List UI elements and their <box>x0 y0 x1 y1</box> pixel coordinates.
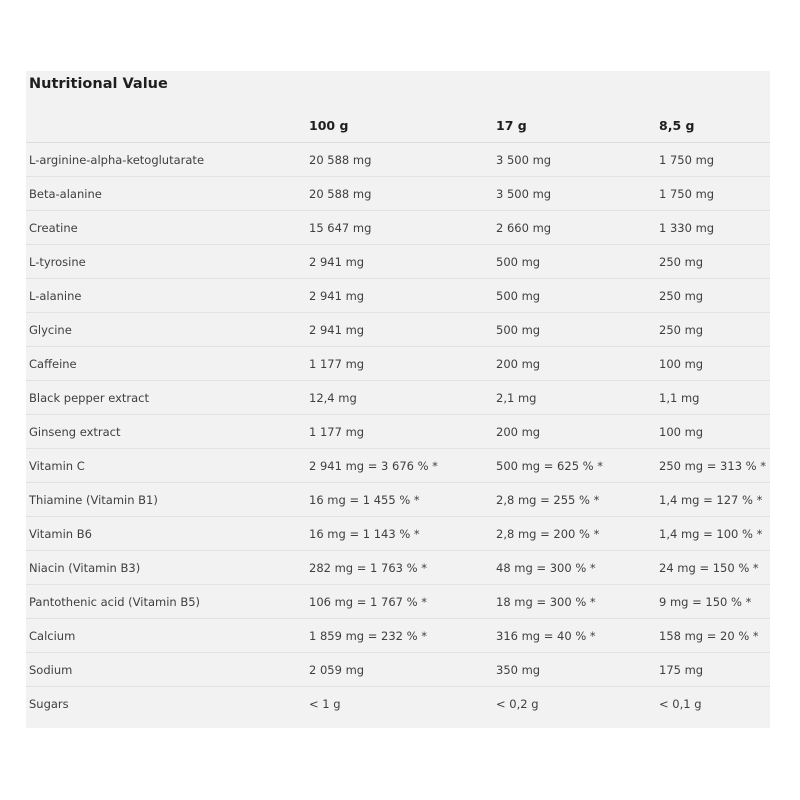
value-17g-cell: 350 mg <box>493 653 656 687</box>
nutrient-name-cell: Vitamin C <box>26 449 306 483</box>
value-17g-cell: 18 mg = 300 % * <box>493 585 656 619</box>
value-8-5g-cell: 250 mg <box>656 245 770 279</box>
value-8-5g-cell: 250 mg = 313 % * <box>656 449 770 483</box>
value-100g-cell: 20 588 mg <box>306 177 493 211</box>
value-17g-cell: 500 mg <box>493 279 656 313</box>
value-17g-cell: 500 mg <box>493 313 656 347</box>
nutrition-table <box>26 108 770 720</box>
value-8-5g-cell: 1 750 mg <box>656 143 770 177</box>
nutrient-name-cell: Sugars <box>29 696 69 711</box>
nutrient-name-cell: Black pepper extract <box>26 381 306 415</box>
nutrient-name-cell: L-arginine-alpha-ketoglutarate <box>26 143 306 177</box>
header-cell-8-5g: 8,5 g <box>656 108 770 143</box>
value-100g-cell: 16 mg = 1 455 % * <box>306 483 493 517</box>
value-17g-cell: 2,8 mg = 200 % * <box>493 517 656 551</box>
table-row <box>26 483 770 517</box>
nutrient-name-cell: Ginseng extract <box>26 415 306 449</box>
nutrition-panel <box>26 71 770 728</box>
value-17g-cell: 200 mg <box>493 415 656 449</box>
table-row <box>26 585 770 619</box>
header-cell-nutrient <box>26 108 306 143</box>
value-8-5g-cell: 158 mg = 20 % * <box>656 619 770 653</box>
value-100g-cell: 2 941 mg = 3 676 % * <box>306 449 493 483</box>
value-100g-cell: 12,4 mg <box>306 381 493 415</box>
value-17g-cell: 48 mg = 300 % * <box>493 551 656 585</box>
value-17g-cell: 3 500 mg <box>493 143 656 177</box>
value-8-5g-cell: 9 mg = 150 % * <box>656 585 770 619</box>
value-17g-cell: 3 500 mg <box>493 177 656 211</box>
table-row <box>26 449 770 483</box>
value-17g-cell: 2,8 mg = 255 % * <box>493 483 656 517</box>
header-row <box>26 108 770 143</box>
value-8-5g-cell: 175 mg <box>656 653 770 687</box>
table-row <box>26 687 770 721</box>
value-100g-cell: 15 647 mg <box>306 211 493 245</box>
table-row <box>26 313 770 347</box>
table-row <box>26 381 770 415</box>
value-100g-cell: 1 859 mg = 232 % * <box>306 619 493 653</box>
value-8-5g-cell: 1,4 mg = 127 % * <box>656 483 770 517</box>
value-17g-cell: 500 mg <box>493 245 656 279</box>
value-17g-cell: 2,1 mg <box>493 381 656 415</box>
value-8-5g-cell: < 0,1 g <box>659 696 702 711</box>
value-17g-cell: 200 mg <box>493 347 656 381</box>
table-row <box>26 211 770 245</box>
nutrient-name-cell: Niacin (Vitamin B3) <box>26 551 306 585</box>
value-100g-cell: < 1 g <box>309 696 341 711</box>
table-row <box>26 551 770 585</box>
nutrient-name-cell: Vitamin B6 <box>26 517 306 551</box>
value-8-5g-cell: 1,1 mg <box>656 381 770 415</box>
value-8-5g-cell: 250 mg <box>656 279 770 313</box>
nutrient-name-cell: Thiamine (Vitamin B1) <box>26 483 306 517</box>
value-17g-cell: 500 mg = 625 % * <box>493 449 656 483</box>
table-row <box>26 653 770 687</box>
table-row <box>26 177 770 211</box>
table-row <box>26 143 770 177</box>
value-100g-cell: 2 941 mg <box>306 279 493 313</box>
nutrient-name-cell: Beta-alanine <box>26 177 306 211</box>
value-8-5g-cell: 250 mg <box>656 313 770 347</box>
value-100g-cell: 2 059 mg <box>306 653 493 687</box>
value-100g-cell: 1 177 mg <box>306 347 493 381</box>
value-8-5g-cell: 100 mg <box>656 415 770 449</box>
table-row <box>26 517 770 551</box>
nutrient-name-cell: Caffeine <box>26 347 306 381</box>
value-100g-cell: 2 941 mg <box>306 245 493 279</box>
nutrient-name-cell: Pantothenic acid (Vitamin B5) <box>26 585 306 619</box>
table-title: Nutritional Value <box>29 76 168 92</box>
value-8-5g-cell: 1 750 mg <box>656 177 770 211</box>
value-8-5g-cell: 1,4 mg = 100 % * <box>656 517 770 551</box>
header-cell-17g: 17 g <box>493 108 656 143</box>
value-100g-cell: 20 588 mg <box>306 143 493 177</box>
value-17g-cell: 316 mg = 40 % * <box>493 619 656 653</box>
table-row <box>26 245 770 279</box>
value-100g-cell: 16 mg = 1 143 % * <box>306 517 493 551</box>
value-100g-cell: 282 mg = 1 763 % * <box>306 551 493 585</box>
nutrient-name-cell: Calcium <box>26 619 306 653</box>
nutrient-name-cell: L-tyrosine <box>26 245 306 279</box>
value-100g-cell: 2 941 mg <box>306 313 493 347</box>
value-8-5g-cell: 1 330 mg <box>656 211 770 245</box>
value-8-5g-cell: 100 mg <box>656 347 770 381</box>
table-row <box>26 279 770 313</box>
value-17g-cell: 2 660 mg <box>493 211 656 245</box>
value-8-5g-cell: 24 mg = 150 % * <box>656 551 770 585</box>
value-17g-cell: < 0,2 g <box>496 696 539 711</box>
nutrient-name-cell: Creatine <box>26 211 306 245</box>
nutrient-name-cell: Sodium <box>26 653 306 687</box>
value-100g-cell: 1 177 mg <box>306 415 493 449</box>
value-100g-cell: 106 mg = 1 767 % * <box>306 585 493 619</box>
nutrient-name-cell: Glycine <box>26 313 306 347</box>
header-cell-100g: 100 g <box>306 108 493 143</box>
table-body <box>26 143 770 721</box>
table-row <box>26 619 770 653</box>
table-row <box>26 347 770 381</box>
nutrient-name-cell: L-alanine <box>26 279 306 313</box>
table-row <box>26 415 770 449</box>
